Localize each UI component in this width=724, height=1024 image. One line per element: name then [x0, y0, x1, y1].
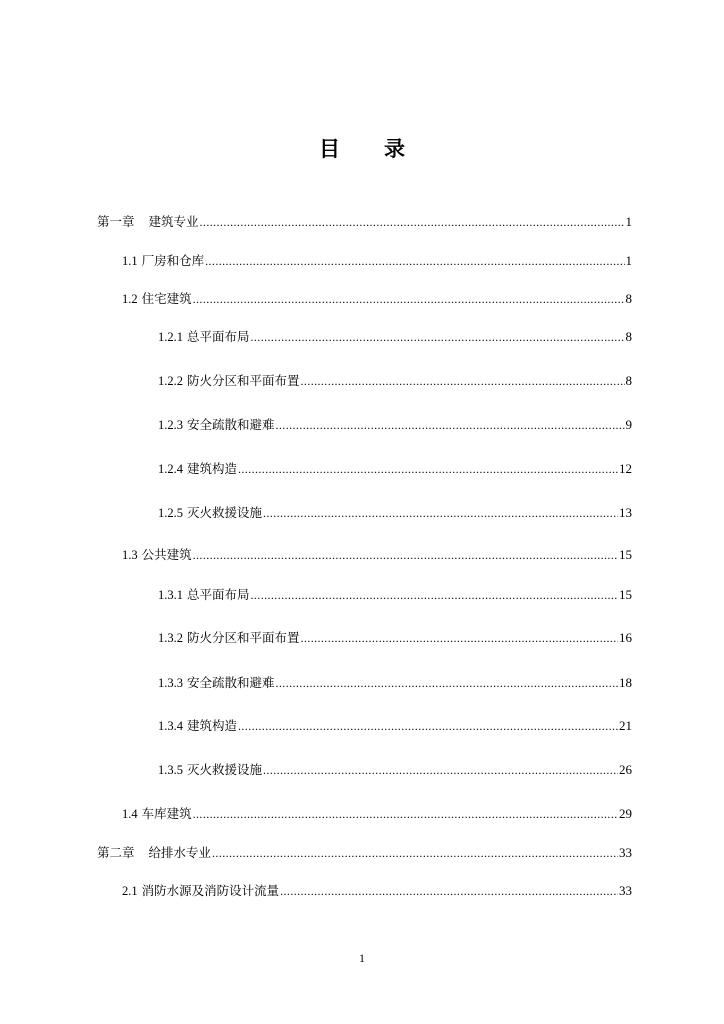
toc-title: 车库建筑	[141, 806, 192, 821]
toc-number: 1.2	[122, 292, 138, 306]
toc-page: 9	[625, 417, 632, 432]
toc-number: 1.1	[122, 254, 138, 268]
dot-leader	[238, 461, 618, 477]
toc-title: 公共建筑	[141, 547, 192, 562]
toc-number: 1.2.1	[158, 330, 183, 344]
toc-entry-1-2-3[interactable]	[158, 417, 632, 433]
dot-leader	[193, 291, 625, 307]
toc-number: 1.2.4	[158, 462, 183, 476]
dot-leader	[263, 505, 618, 521]
toc-number: 1.2.3	[158, 418, 183, 432]
toc-title: 防火分区和平面布置	[186, 373, 300, 388]
toc-page: 33	[619, 883, 632, 898]
toc-page: 26	[619, 762, 632, 777]
dot-leader	[193, 806, 618, 822]
toc-number: 2.1	[122, 884, 138, 898]
toc-entry-1-3[interactable]	[122, 547, 632, 563]
toc-entry-chapter-1[interactable]	[97, 214, 632, 230]
toc-title: 防火分区和平面布置	[186, 630, 300, 645]
toc-entry-1-3-1[interactable]	[158, 587, 632, 603]
toc-number: 1.3.1	[158, 588, 183, 602]
toc-page: 29	[619, 806, 632, 821]
toc-entry-1-4[interactable]	[122, 806, 632, 822]
toc-entry-1-3-5[interactable]	[158, 762, 632, 778]
dot-leader	[200, 214, 625, 230]
toc-title: 建筑专业	[148, 214, 199, 229]
toc-number: 1.2.5	[158, 506, 183, 520]
dot-leader	[263, 762, 618, 778]
toc-title: 安全疏散和避难	[186, 417, 275, 432]
dot-leader	[193, 547, 618, 563]
toc-entry-1-3-4[interactable]	[158, 718, 632, 734]
toc-title: 建筑构造	[186, 461, 237, 476]
toc-entry-1-3-3[interactable]	[158, 675, 632, 691]
dot-leader	[301, 630, 619, 646]
toc-number: 1.4	[122, 807, 138, 821]
toc-title: 建筑构造	[186, 718, 237, 733]
toc-page: 8	[625, 373, 632, 388]
toc-number: 1.3	[122, 548, 138, 562]
toc-page: 16	[619, 630, 632, 645]
toc-title: 安全疏散和避难	[186, 675, 275, 690]
toc-title: 厂房和仓库	[141, 253, 205, 268]
toc-page: 12	[619, 461, 632, 476]
toc-page: 8	[625, 329, 632, 344]
toc-number: 1.2.2	[158, 374, 183, 388]
toc-title: 灭火救援设施	[186, 505, 262, 520]
toc-number: 第二章	[97, 845, 135, 860]
toc-entry-1-2-1[interactable]	[158, 329, 632, 345]
toc-number: 1.3.4	[158, 719, 183, 733]
toc-entry-chapter-2[interactable]	[97, 845, 632, 861]
toc-entry-1-3-2[interactable]	[158, 630, 632, 646]
toc-entry-1-2-4[interactable]	[158, 461, 632, 477]
toc-title: 总平面布局	[186, 329, 250, 344]
dot-leader	[280, 883, 618, 899]
dot-leader	[276, 417, 625, 433]
toc-number: 1.3.3	[158, 676, 183, 690]
toc-entry-1-1[interactable]	[122, 253, 632, 269]
toc-number: 1.3.5	[158, 763, 183, 777]
toc-entry-1-2[interactable]	[122, 291, 632, 307]
toc-title: 灭火救援设施	[186, 762, 262, 777]
toc-title: 消防水源及消防设计流量	[141, 883, 280, 898]
toc-page: 15	[619, 587, 632, 602]
toc-page: 18	[619, 675, 632, 690]
toc-title: 总平面布局	[186, 587, 250, 602]
dot-leader	[251, 587, 619, 603]
toc-title: 给排水专业	[148, 845, 212, 860]
toc-entry-1-2-2[interactable]	[158, 373, 632, 389]
dot-leader	[301, 373, 625, 389]
toc-page: 1	[625, 253, 632, 268]
toc-page: 1	[625, 214, 632, 229]
toc-page: 21	[619, 718, 632, 733]
title-char-2: 录	[384, 137, 405, 161]
dot-leader	[251, 329, 625, 345]
toc-page: 8	[625, 291, 632, 306]
dot-leader	[276, 675, 619, 691]
dot-leader	[238, 718, 618, 734]
toc-entry-2-1[interactable]	[122, 883, 632, 899]
page-number: 1	[359, 951, 365, 965]
toc-page: 13	[619, 505, 632, 520]
title-char-1: 目	[319, 137, 340, 161]
toc-number: 1.3.2	[158, 631, 183, 645]
toc-number: 第一章	[97, 214, 135, 229]
toc-title: 住宅建筑	[141, 291, 192, 306]
toc-page: 15	[619, 547, 632, 562]
toc-page: 33	[619, 845, 632, 860]
toc-entry-1-2-5[interactable]	[158, 505, 632, 521]
dot-leader	[205, 253, 624, 269]
dot-leader	[212, 845, 618, 861]
